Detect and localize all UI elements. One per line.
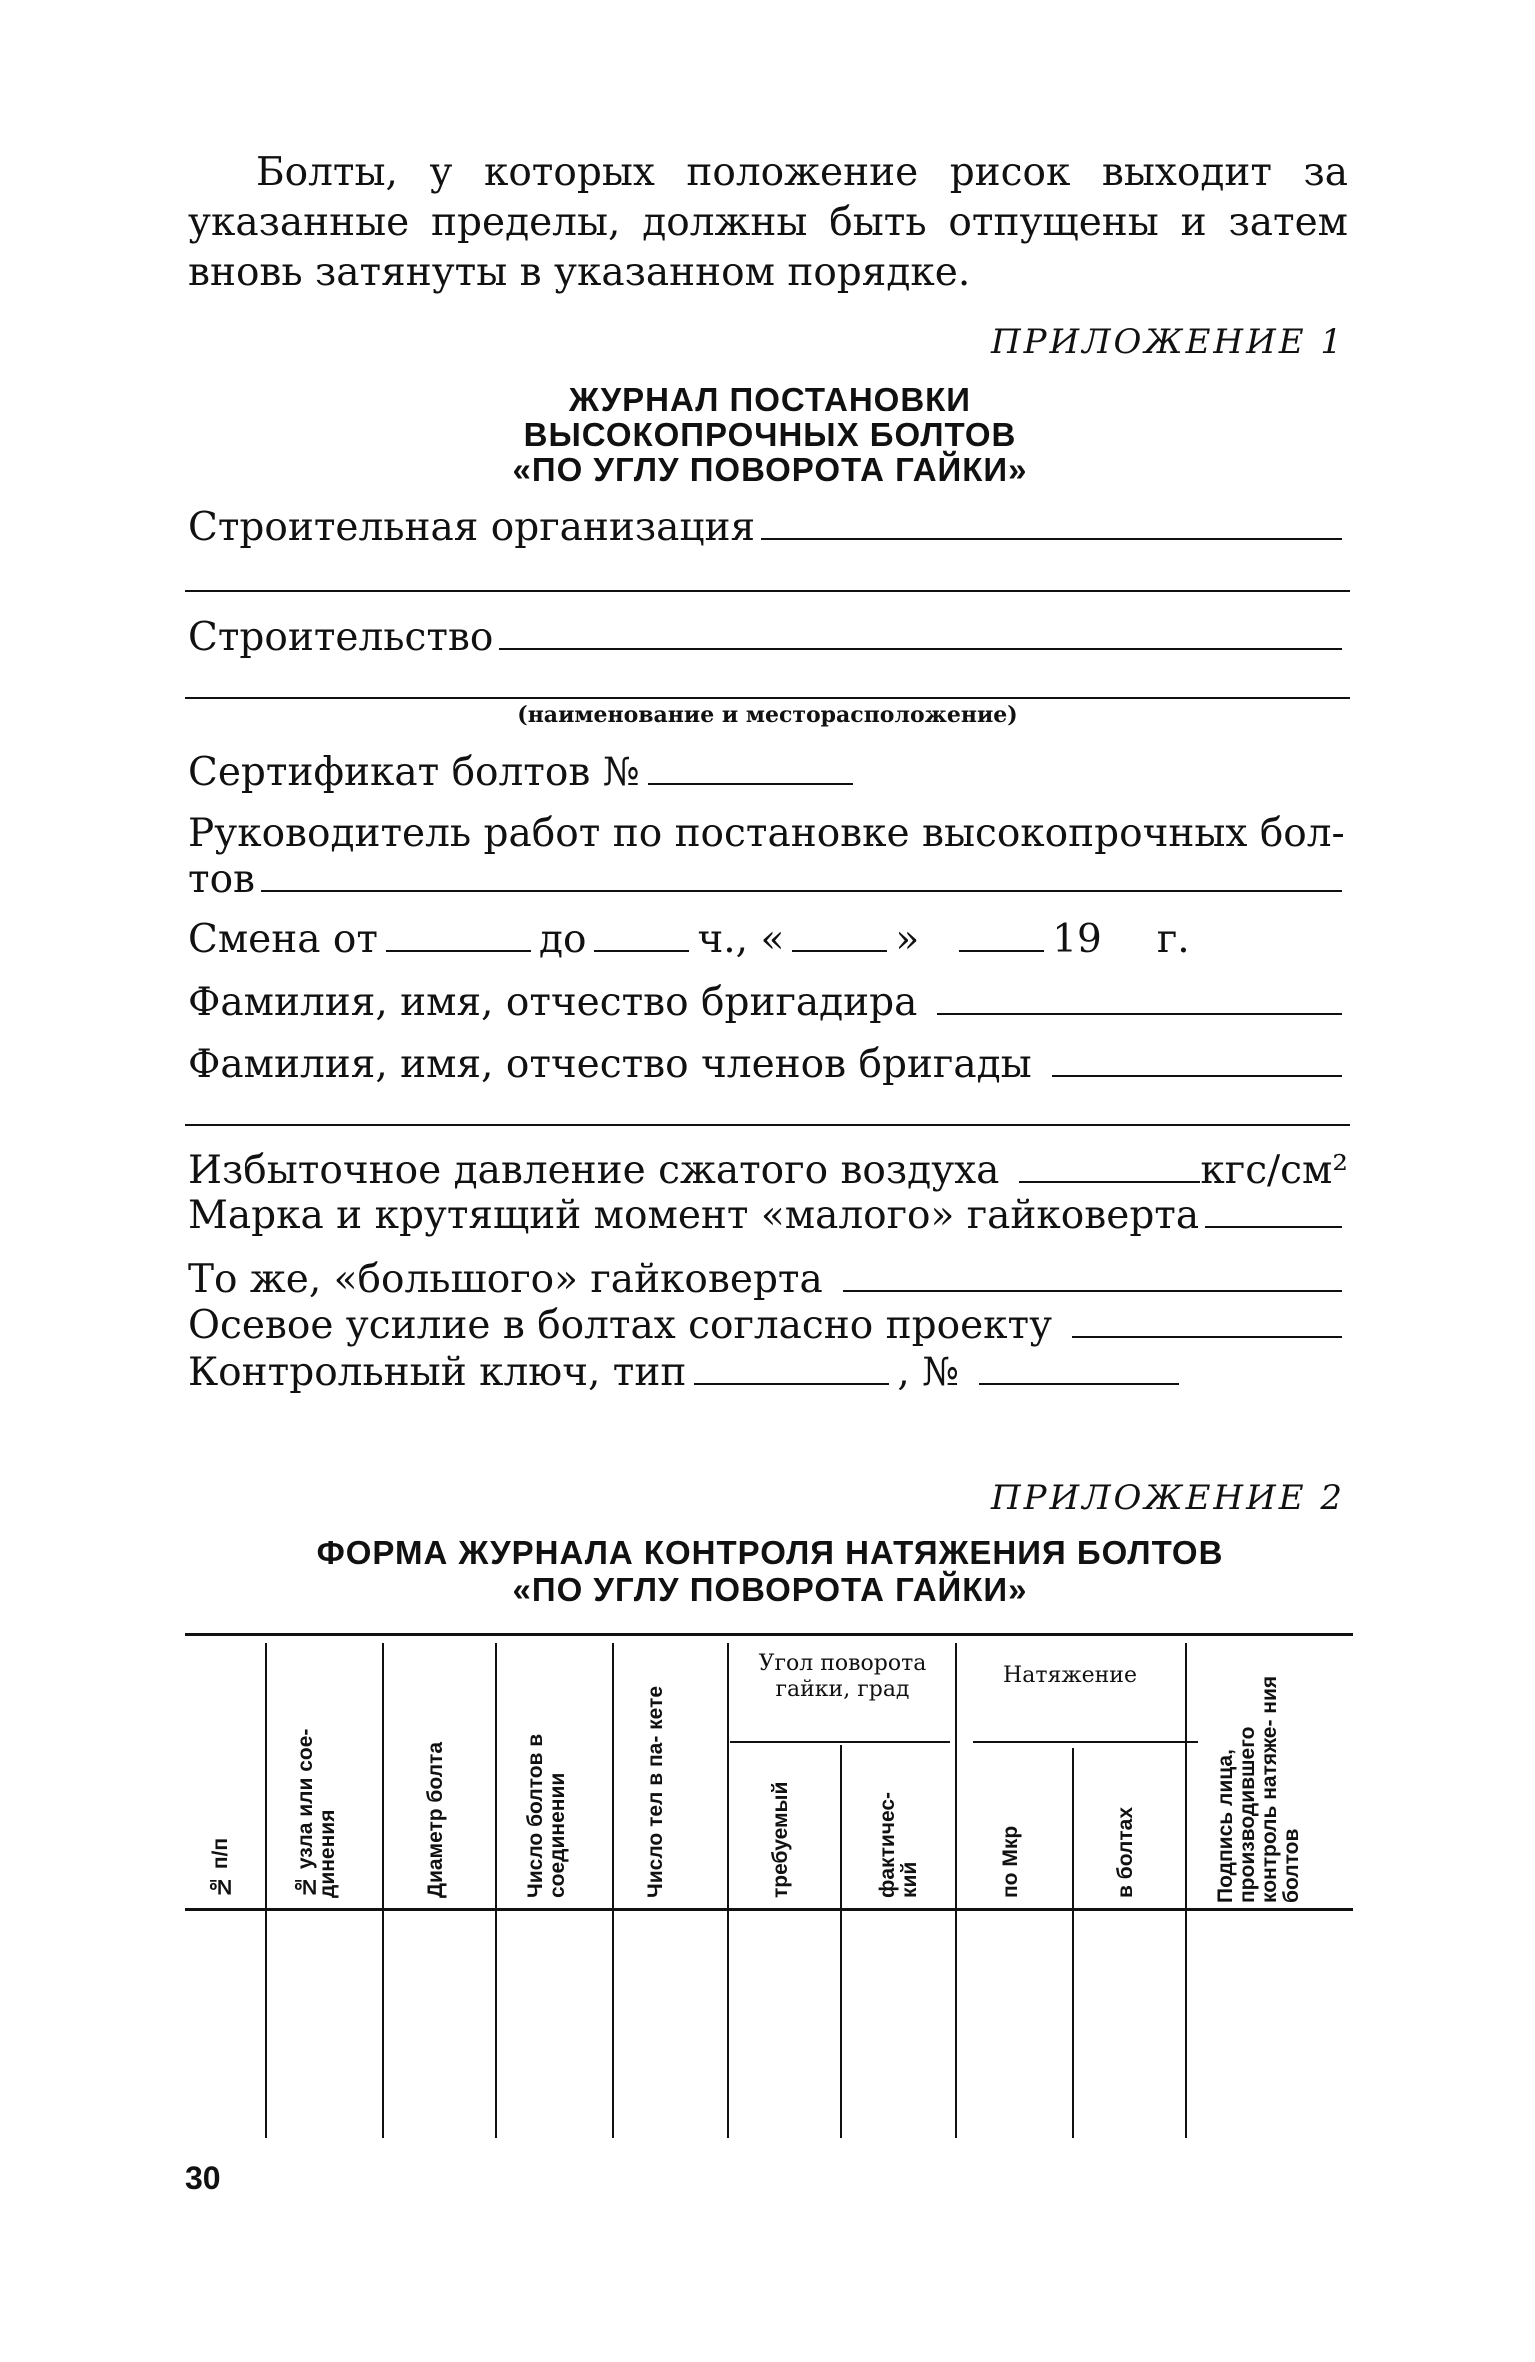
- page-number: 30: [185, 2160, 221, 2196]
- header-bolt-count: Число болтов в соединении: [524, 1733, 569, 1898]
- blank: [843, 1290, 1342, 1292]
- field-shift: [188, 912, 1348, 962]
- field-foreman: [188, 975, 1348, 1025]
- column-divider: [840, 1745, 842, 2138]
- blank: [979, 1383, 1179, 1385]
- label: г.: [1156, 917, 1190, 962]
- appendix-2-title-line-1: ФОРМА ЖУРНАЛА КОНТРОЛЯ НАТЯЖЕНИЯ БОЛТОВ: [316, 1534, 1224, 1571]
- column-divider: [265, 1643, 267, 2138]
- header-signature: Подпись лица, производившего контроль натяже- ния болтов: [1214, 1675, 1303, 1903]
- construction-caption: (наименование и месторасположение): [517, 702, 1018, 728]
- blank: [594, 950, 689, 952]
- label: Марка и крутящий момент «малого» гайковерта: [188, 1193, 1200, 1238]
- blank-line: [185, 590, 1350, 592]
- blank: [1052, 1075, 1342, 1077]
- field-manager: [188, 806, 1348, 856]
- header-tension: Натяжение: [1003, 1663, 1137, 1688]
- field-small-wrench: [188, 1188, 1348, 1238]
- blank: [1072, 1336, 1342, 1338]
- label: Смена от: [188, 917, 378, 962]
- label: Осевое усилие в болтах согласно проекту: [188, 1303, 1053, 1348]
- label: тов: [188, 857, 256, 902]
- appendix-1-title-line-3: «ПО УГЛУ ПОВОРОТА ГАЙКИ»: [512, 451, 1028, 488]
- header-no: № п/п: [209, 1837, 232, 1898]
- blank: [761, 538, 1342, 540]
- label: Избыточное давление сжатого воздуха: [188, 1148, 1000, 1193]
- unit: кгс/см²: [1200, 1148, 1348, 1193]
- appendix-2-title-line-2: «ПО УГЛУ ПОВОРОТА ГАЙКИ»: [512, 1571, 1028, 1608]
- label: , №: [897, 1350, 960, 1395]
- field-axial: [188, 1298, 1348, 1348]
- label: Фамилия, имя, отчество членов бригады: [188, 1042, 1032, 1087]
- table-top-rule: [185, 1633, 1353, 1636]
- blank: [694, 1383, 889, 1385]
- label: 19: [1052, 917, 1102, 962]
- field-key: [188, 1345, 1348, 1395]
- blank: [499, 648, 1342, 650]
- field-big-wrench: [188, 1252, 1348, 1302]
- blank: [648, 783, 853, 785]
- control-journal-table: [185, 1633, 1353, 2143]
- field-pressure: [188, 1143, 1348, 1193]
- header-in-bolts: в болтах: [1114, 1806, 1137, 1898]
- blank: [261, 890, 1342, 892]
- table-header-rule: [185, 1908, 1353, 1911]
- label: Строительная организация: [188, 505, 756, 550]
- paragraph: Болты, у которых положение рисок выходит за указанные пределы, должны быть отпущены и затем вновь затянуты в указанном порядке.: [188, 150, 1348, 295]
- field-org: [188, 500, 1348, 550]
- field-certificate: [188, 745, 1348, 795]
- header-angle: Угол поворота гайки, град: [758, 1651, 927, 1702]
- blank: [937, 1013, 1342, 1015]
- header-actual: фактичес- кий: [876, 1791, 921, 1898]
- appendix-2-label: ПРИЛОЖЕНИЕ 2: [990, 1478, 1345, 1518]
- field-members: [188, 1037, 1348, 1087]
- label: Фамилия, имя, отчество бригадира: [188, 980, 918, 1025]
- header-pack-count: Число тел в па- кете: [644, 1685, 667, 1898]
- header-diameter: Диаметр болта: [424, 1741, 447, 1898]
- field-manager-cont: [188, 852, 1348, 902]
- header-by-torque: по Mкр: [999, 1825, 1022, 1898]
- blank: [1019, 1181, 1200, 1183]
- column-divider: [495, 1643, 497, 2138]
- label: Строительство: [188, 615, 494, 660]
- blank-line: [185, 1124, 1350, 1126]
- column-divider: [1185, 1643, 1187, 2138]
- blank: [959, 950, 1044, 952]
- field-construction: [188, 610, 1348, 660]
- label: ч., «: [697, 917, 785, 962]
- label: То же, «большого» гайковерта: [188, 1257, 823, 1302]
- appendix-1-label: ПРИЛОЖЕНИЕ 1: [990, 322, 1345, 362]
- appendix-1-title-line-1: ЖУРНАЛ ПОСТАНОВКИ: [568, 381, 972, 418]
- column-divider: [612, 1643, 614, 2138]
- label: »: [895, 917, 920, 962]
- tension-sub-rule: [973, 1741, 1198, 1743]
- header-node: № узла или сое- динения: [294, 1728, 339, 1898]
- header-required: требуемый: [769, 1781, 792, 1898]
- column-divider: [1072, 1748, 1074, 2138]
- column-divider: [727, 1643, 729, 2138]
- blank-line: [185, 697, 1350, 699]
- angle-sub-rule: [730, 1741, 950, 1743]
- blank: [1205, 1226, 1342, 1228]
- label: Руководитель работ по постановке высокопрочных бол-: [188, 811, 1345, 856]
- column-divider: [955, 1643, 957, 2138]
- blank: [792, 950, 887, 952]
- label: Сертификат болтов №: [188, 750, 640, 795]
- blank: [386, 950, 531, 952]
- column-divider: [382, 1643, 384, 2138]
- label: Контрольный ключ, тип: [188, 1350, 687, 1395]
- label: до: [538, 917, 587, 962]
- appendix-1-title-line-2: ВЫСОКОПРОЧНЫХ БОЛТОВ: [523, 416, 1017, 453]
